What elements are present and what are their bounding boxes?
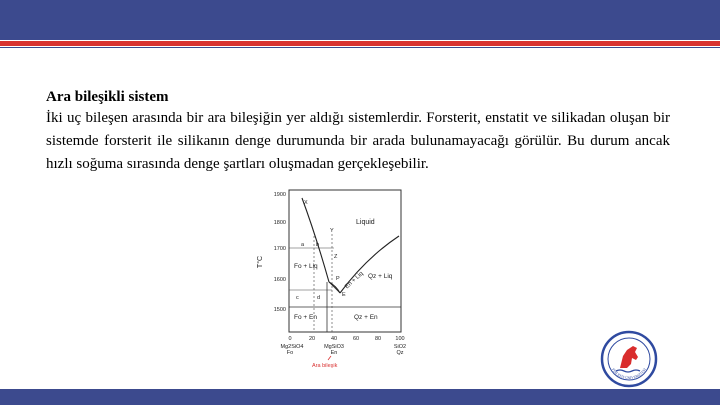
university-logo xyxy=(600,330,658,388)
y-tick-1600: 1600 xyxy=(273,277,286,283)
region-fo-liq: Fo + Liq xyxy=(294,263,318,270)
compound-arrow xyxy=(328,356,331,360)
plot-frame xyxy=(289,190,401,332)
x-tick-100: 100 xyxy=(395,336,405,342)
compound-label: Ara bileşik xyxy=(312,363,338,369)
point-y: Y xyxy=(330,228,334,234)
point-x: X xyxy=(304,200,308,206)
slide-heading: Ara bileşikli sistem xyxy=(46,89,169,105)
header-red-stripe xyxy=(0,41,720,46)
phase-diagram xyxy=(256,186,426,374)
region-en-liq: En + Liq xyxy=(344,270,365,291)
x-tick-0: 0 xyxy=(288,336,292,342)
logo-caption: PİRİ REİS ÜNİVERSİTESİ xyxy=(610,367,648,381)
end-member-left-formula: Mg2SiO4 xyxy=(280,344,304,350)
y-axis-label: T°C xyxy=(257,255,264,269)
point-z: Z xyxy=(334,254,338,260)
footer-band xyxy=(0,389,720,405)
y-tick-1500: 1500 xyxy=(273,307,286,313)
region-qz-en: Qz + En xyxy=(354,314,378,321)
point-a: a xyxy=(301,242,305,248)
slide-paragraph: İki uç bileşen arasında bir ara bileşiğin yer aldığı sistemlerdir. Forsterit, enstatit ve silikadan oluşan bir sistemde forsterit ile silikanın denge durumunda bir arada bulunamayacağı görülür. Bu durum ancak hızlı soğuma sırasında denge şartları oluşmadan gerçekleşebilir. xyxy=(46,110,670,172)
point-p: P xyxy=(336,276,340,282)
point-d: d xyxy=(317,295,321,301)
header-thin-stripe xyxy=(0,47,720,48)
region-qz-liq: Qz + Liq xyxy=(368,273,393,280)
end-member-right-formula: SiO2 xyxy=(393,344,407,350)
header-band xyxy=(0,0,720,40)
y-tick-1900: 1900 xyxy=(273,192,286,198)
y-tick-1800: 1800 xyxy=(273,220,286,226)
x-tick-80: 80 xyxy=(374,336,382,342)
y-tick-1700: 1700 xyxy=(273,246,286,252)
point-c: c xyxy=(296,295,299,301)
slide-content xyxy=(46,88,670,176)
region-fo-en: Fo + En xyxy=(294,314,317,321)
end-member-middle-formula: MgSiO3 xyxy=(324,344,344,350)
end-member-middle-abbr: En xyxy=(330,350,338,356)
point-b: b xyxy=(316,242,320,248)
point-e: E xyxy=(342,292,346,298)
x-tick-60: 60 xyxy=(352,336,360,342)
end-member-left-abbr: Fo xyxy=(286,350,294,356)
x-tick-20: 20 xyxy=(308,336,316,342)
end-member-right-abbr: Qz xyxy=(396,350,404,356)
region-liquid: Liquid xyxy=(356,219,375,226)
x-tick-40: 40 xyxy=(330,336,338,342)
